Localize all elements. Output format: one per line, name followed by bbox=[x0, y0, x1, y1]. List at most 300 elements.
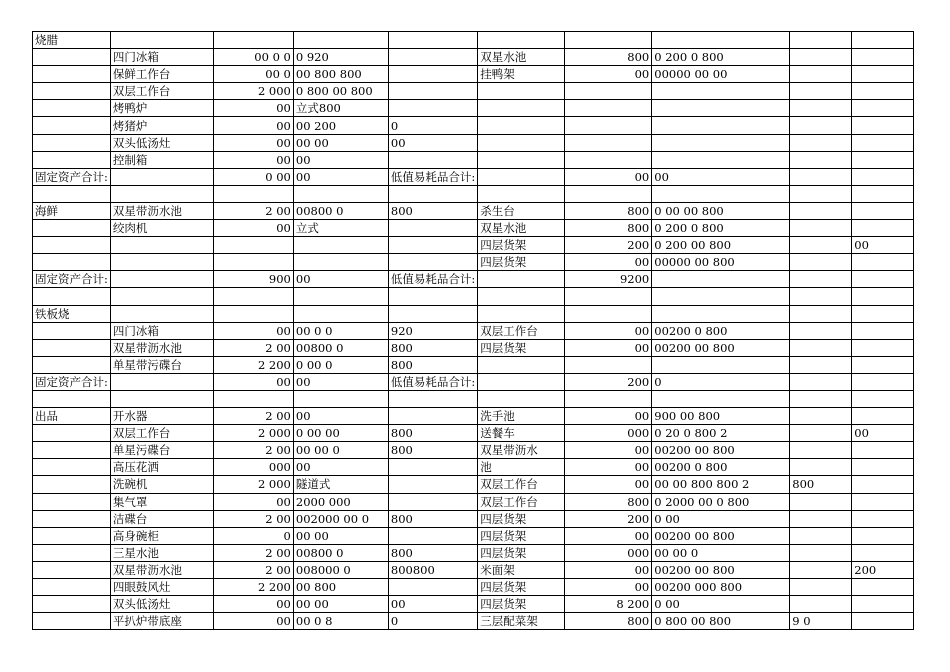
table-cell[interactable] bbox=[852, 66, 914, 83]
table-cell[interactable]: 池 bbox=[478, 459, 565, 476]
table-cell[interactable]: 800 bbox=[388, 425, 477, 442]
table-cell[interactable]: 00 bbox=[565, 527, 652, 544]
table-cell[interactable]: 双层工作台 bbox=[478, 493, 565, 510]
table-cell[interactable] bbox=[33, 339, 111, 356]
table-cell[interactable] bbox=[652, 390, 790, 407]
table-cell[interactable]: 米面架 bbox=[478, 561, 565, 578]
table-cell[interactable] bbox=[852, 100, 914, 117]
table-cell[interactable]: 洁碟台 bbox=[110, 510, 213, 527]
table-cell[interactable] bbox=[852, 544, 914, 561]
table-cell[interactable] bbox=[790, 425, 852, 442]
table-cell[interactable] bbox=[293, 237, 388, 254]
table-cell[interactable] bbox=[478, 32, 565, 49]
table-cell[interactable]: 2 00 bbox=[213, 561, 293, 578]
table-cell[interactable] bbox=[790, 237, 852, 254]
table-cell[interactable]: 2 00 bbox=[213, 510, 293, 527]
table-cell[interactable] bbox=[852, 476, 914, 493]
table-cell[interactable] bbox=[852, 134, 914, 151]
table-cell[interactable] bbox=[790, 49, 852, 66]
table-cell[interactable]: 0 20 0 800 2 bbox=[652, 425, 790, 442]
table-cell[interactable] bbox=[110, 288, 213, 305]
table-cell[interactable]: 9 0 bbox=[790, 613, 852, 630]
table-cell[interactable] bbox=[790, 254, 852, 271]
table-cell[interactable]: 00 bbox=[565, 476, 652, 493]
table-cell[interactable]: 烧腊 bbox=[33, 32, 111, 49]
table-cell[interactable]: 2 00 bbox=[213, 408, 293, 425]
table-cell[interactable]: 800800 bbox=[388, 561, 477, 578]
table-cell[interactable] bbox=[852, 305, 914, 322]
table-cell[interactable] bbox=[213, 237, 293, 254]
table-cell[interactable] bbox=[388, 254, 477, 271]
table-cell[interactable]: 0 00 bbox=[213, 168, 293, 185]
table-cell[interactable] bbox=[852, 117, 914, 134]
table-cell[interactable] bbox=[33, 66, 111, 83]
table-cell[interactable]: 00 0 bbox=[213, 66, 293, 83]
table-cell[interactable] bbox=[565, 151, 652, 168]
table-cell[interactable]: 双星带沥水池 bbox=[110, 339, 213, 356]
table-cell[interactable]: 0 200 00 800 bbox=[652, 237, 790, 254]
table-cell[interactable] bbox=[293, 254, 388, 271]
table-cell[interactable] bbox=[388, 476, 477, 493]
table-cell[interactable] bbox=[388, 305, 477, 322]
table-cell[interactable] bbox=[852, 185, 914, 202]
table-cell[interactable]: 四层货架 bbox=[478, 237, 565, 254]
table-cell[interactable]: 四眼鼓风灶 bbox=[110, 579, 213, 596]
table-cell[interactable]: 00 bbox=[388, 134, 477, 151]
table-cell[interactable] bbox=[852, 151, 914, 168]
table-cell[interactable]: 双星带沥水 bbox=[478, 442, 565, 459]
table-cell[interactable] bbox=[852, 596, 914, 613]
table-cell[interactable]: 洗碗机 bbox=[110, 476, 213, 493]
table-cell[interactable]: 2000 000 bbox=[293, 493, 388, 510]
table-cell[interactable] bbox=[110, 185, 213, 202]
table-cell[interactable]: 200 bbox=[565, 237, 652, 254]
table-cell[interactable] bbox=[652, 305, 790, 322]
table-cell[interactable]: 双层工作台 bbox=[478, 476, 565, 493]
table-cell[interactable] bbox=[852, 83, 914, 100]
table-cell[interactable]: 开水器 bbox=[110, 408, 213, 425]
table-cell[interactable] bbox=[33, 390, 111, 407]
table-cell[interactable] bbox=[213, 390, 293, 407]
table-cell[interactable]: 00 00 bbox=[293, 134, 388, 151]
table-cell[interactable]: 00 bbox=[565, 168, 652, 185]
table-cell[interactable] bbox=[478, 288, 565, 305]
table-cell[interactable] bbox=[110, 305, 213, 322]
table-cell[interactable] bbox=[33, 151, 111, 168]
table-cell[interactable] bbox=[388, 390, 477, 407]
table-cell[interactable]: 平扒炉带底座 bbox=[110, 613, 213, 630]
table-cell[interactable]: 海鲜 bbox=[33, 202, 111, 219]
table-cell[interactable] bbox=[293, 32, 388, 49]
table-cell[interactable] bbox=[790, 220, 852, 237]
table-cell[interactable]: 00 bbox=[565, 561, 652, 578]
table-cell[interactable] bbox=[852, 442, 914, 459]
table-cell[interactable]: 00 bbox=[565, 254, 652, 271]
table-cell[interactable]: 00 bbox=[852, 237, 914, 254]
table-cell[interactable]: 双星水池 bbox=[478, 220, 565, 237]
table-cell[interactable] bbox=[852, 390, 914, 407]
table-cell[interactable] bbox=[790, 510, 852, 527]
table-cell[interactable]: 0 800 00 800 bbox=[652, 613, 790, 630]
table-cell[interactable] bbox=[33, 134, 111, 151]
table-cell[interactable]: 0 00 bbox=[652, 596, 790, 613]
table-cell[interactable] bbox=[33, 117, 111, 134]
table-cell[interactable]: 800 bbox=[565, 49, 652, 66]
table-cell[interactable]: 绞肉机 bbox=[110, 220, 213, 237]
table-cell[interactable]: 2 000 bbox=[213, 476, 293, 493]
table-cell[interactable] bbox=[388, 49, 477, 66]
table-cell[interactable]: 0 2000 00 0 800 bbox=[652, 493, 790, 510]
table-cell[interactable]: 双星带沥水池 bbox=[110, 202, 213, 219]
table-cell[interactable] bbox=[790, 288, 852, 305]
table-cell[interactable] bbox=[33, 527, 111, 544]
table-cell[interactable] bbox=[852, 49, 914, 66]
table-cell[interactable] bbox=[110, 254, 213, 271]
table-cell[interactable]: 2 00 bbox=[213, 442, 293, 459]
table-cell[interactable] bbox=[110, 32, 213, 49]
table-cell[interactable] bbox=[478, 134, 565, 151]
table-cell[interactable]: 固定资产合计: bbox=[33, 271, 111, 288]
table-cell[interactable]: 000 bbox=[565, 544, 652, 561]
table-cell[interactable]: 双头低汤灶 bbox=[110, 134, 213, 151]
table-cell[interactable]: 00 bbox=[293, 271, 388, 288]
table-cell[interactable]: 00 bbox=[565, 66, 652, 83]
table-cell[interactable]: 双层工作台 bbox=[478, 322, 565, 339]
table-cell[interactable]: 00800 0 bbox=[293, 339, 388, 356]
table-cell[interactable]: 三层配菜架 bbox=[478, 613, 565, 630]
table-cell[interactable]: 00 bbox=[213, 373, 293, 390]
table-cell[interactable]: 800 bbox=[388, 339, 477, 356]
table-cell[interactable] bbox=[790, 271, 852, 288]
table-cell[interactable] bbox=[33, 579, 111, 596]
table-cell[interactable]: 00 bbox=[293, 373, 388, 390]
table-cell[interactable]: 四门冰箱 bbox=[110, 322, 213, 339]
table-cell[interactable] bbox=[388, 408, 477, 425]
table-cell[interactable]: 200 bbox=[565, 373, 652, 390]
table-cell[interactable] bbox=[790, 117, 852, 134]
table-cell[interactable]: 00 bbox=[565, 442, 652, 459]
table-cell[interactable]: 双星带沥水池 bbox=[110, 561, 213, 578]
table-cell[interactable] bbox=[790, 373, 852, 390]
table-cell[interactable]: 双星水池 bbox=[478, 49, 565, 66]
table-cell[interactable]: 800 bbox=[565, 493, 652, 510]
table-cell[interactable] bbox=[852, 579, 914, 596]
table-cell[interactable] bbox=[652, 185, 790, 202]
table-cell[interactable]: 800 bbox=[388, 510, 477, 527]
table-cell[interactable] bbox=[33, 425, 111, 442]
table-cell[interactable] bbox=[652, 83, 790, 100]
table-cell[interactable] bbox=[565, 32, 652, 49]
table-cell[interactable] bbox=[790, 185, 852, 202]
table-cell[interactable]: 固定资产合计: bbox=[33, 373, 111, 390]
table-cell[interactable]: 00200 00 800 bbox=[652, 561, 790, 578]
table-cell[interactable]: 920 bbox=[388, 322, 477, 339]
table-cell[interactable]: 烤鸭炉 bbox=[110, 100, 213, 117]
table-cell[interactable] bbox=[790, 322, 852, 339]
table-cell[interactable] bbox=[33, 254, 111, 271]
table-cell[interactable]: 0 bbox=[652, 373, 790, 390]
table-cell[interactable] bbox=[33, 288, 111, 305]
table-cell[interactable]: 集气罩 bbox=[110, 493, 213, 510]
table-cell[interactable] bbox=[790, 390, 852, 407]
table-cell[interactable] bbox=[790, 493, 852, 510]
table-cell[interactable]: 00 bbox=[565, 408, 652, 425]
table-cell[interactable] bbox=[110, 168, 213, 185]
table-cell[interactable] bbox=[790, 596, 852, 613]
table-cell[interactable]: 00200 0 800 bbox=[652, 322, 790, 339]
table-cell[interactable] bbox=[478, 305, 565, 322]
table-cell[interactable] bbox=[33, 49, 111, 66]
table-cell[interactable] bbox=[790, 561, 852, 578]
table-cell[interactable]: 送餐车 bbox=[478, 425, 565, 442]
table-cell[interactable]: 保鲜工作台 bbox=[110, 66, 213, 83]
table-cell[interactable]: 00200 0 800 bbox=[652, 459, 790, 476]
table-cell[interactable] bbox=[33, 237, 111, 254]
table-cell[interactable]: 00200 000 800 bbox=[652, 579, 790, 596]
table-cell[interactable] bbox=[478, 373, 565, 390]
table-cell[interactable] bbox=[388, 151, 477, 168]
table-cell[interactable] bbox=[478, 100, 565, 117]
table-cell[interactable] bbox=[565, 100, 652, 117]
table-cell[interactable]: 双头低汤灶 bbox=[110, 596, 213, 613]
table-cell[interactable]: 00 0 0 bbox=[293, 322, 388, 339]
table-cell[interactable]: 00 bbox=[852, 425, 914, 442]
table-cell[interactable]: 00 0 0 bbox=[213, 49, 293, 66]
table-cell[interactable] bbox=[110, 373, 213, 390]
table-cell[interactable] bbox=[790, 459, 852, 476]
table-cell[interactable]: 2 00 bbox=[213, 339, 293, 356]
table-cell[interactable] bbox=[852, 254, 914, 271]
table-cell[interactable]: 800 bbox=[388, 544, 477, 561]
table-cell[interactable] bbox=[852, 356, 914, 373]
table-cell[interactable] bbox=[293, 288, 388, 305]
table-cell[interactable] bbox=[565, 390, 652, 407]
table-cell[interactable] bbox=[213, 185, 293, 202]
table-cell[interactable]: 00 bbox=[213, 613, 293, 630]
table-cell[interactable] bbox=[565, 117, 652, 134]
table-cell[interactable]: 00 bbox=[213, 134, 293, 151]
table-cell[interactable] bbox=[565, 288, 652, 305]
table-cell[interactable]: 00 200 bbox=[293, 117, 388, 134]
table-cell[interactable] bbox=[33, 185, 111, 202]
table-cell[interactable]: 00 bbox=[213, 100, 293, 117]
table-cell[interactable]: 双层工作台 bbox=[110, 83, 213, 100]
table-cell[interactable]: 双层工作台 bbox=[110, 425, 213, 442]
table-cell[interactable] bbox=[478, 356, 565, 373]
table-cell[interactable]: 00800 0 bbox=[293, 544, 388, 561]
table-cell[interactable]: 00800 0 bbox=[293, 202, 388, 219]
table-cell[interactable]: 四层货架 bbox=[478, 596, 565, 613]
table-cell[interactable] bbox=[388, 83, 477, 100]
table-cell[interactable] bbox=[478, 390, 565, 407]
table-cell[interactable] bbox=[388, 493, 477, 510]
table-cell[interactable]: 00 bbox=[565, 339, 652, 356]
table-cell[interactable]: 烤猪炉 bbox=[110, 117, 213, 134]
table-cell[interactable] bbox=[293, 185, 388, 202]
table-cell[interactable] bbox=[33, 493, 111, 510]
table-cell[interactable] bbox=[852, 459, 914, 476]
table-cell[interactable] bbox=[852, 613, 914, 630]
table-cell[interactable]: 00 bbox=[213, 220, 293, 237]
table-cell[interactable] bbox=[852, 220, 914, 237]
table-cell[interactable] bbox=[790, 202, 852, 219]
table-cell[interactable] bbox=[33, 561, 111, 578]
table-cell[interactable]: 2 000 bbox=[213, 83, 293, 100]
table-cell[interactable]: 三星水池 bbox=[110, 544, 213, 561]
table-cell[interactable] bbox=[652, 151, 790, 168]
table-cell[interactable]: 挂鸭架 bbox=[478, 66, 565, 83]
table-cell[interactable]: 2 200 bbox=[213, 579, 293, 596]
table-cell[interactable] bbox=[293, 390, 388, 407]
table-cell[interactable]: 00 bbox=[652, 168, 790, 185]
table-cell[interactable]: 00 bbox=[293, 151, 388, 168]
table-cell[interactable]: 00 bbox=[293, 459, 388, 476]
table-cell[interactable] bbox=[388, 66, 477, 83]
table-cell[interactable]: 出品 bbox=[33, 408, 111, 425]
table-cell[interactable] bbox=[652, 134, 790, 151]
table-cell[interactable]: 低值易耗品合计: bbox=[388, 373, 477, 390]
table-cell[interactable]: 杀生台 bbox=[478, 202, 565, 219]
table-cell[interactable] bbox=[852, 339, 914, 356]
table-cell[interactable] bbox=[565, 185, 652, 202]
table-cell[interactable] bbox=[478, 83, 565, 100]
table-cell[interactable] bbox=[852, 510, 914, 527]
table-cell[interactable] bbox=[565, 305, 652, 322]
table-cell[interactable] bbox=[790, 408, 852, 425]
table-cell[interactable] bbox=[652, 100, 790, 117]
table-cell[interactable]: 洗手池 bbox=[478, 408, 565, 425]
table-cell[interactable] bbox=[293, 305, 388, 322]
table-cell[interactable]: 立式 bbox=[293, 220, 388, 237]
table-cell[interactable]: 0 00 0 bbox=[293, 356, 388, 373]
table-cell[interactable]: 立式800 bbox=[293, 100, 388, 117]
table-cell[interactable]: 0 bbox=[388, 117, 477, 134]
table-cell[interactable] bbox=[33, 613, 111, 630]
table-cell[interactable] bbox=[852, 202, 914, 219]
table-cell[interactable]: 00 00 800 800 2 bbox=[652, 476, 790, 493]
table-cell[interactable]: 800 bbox=[565, 220, 652, 237]
table-cell[interactable]: 0 200 0 800 bbox=[652, 220, 790, 237]
table-cell[interactable] bbox=[213, 32, 293, 49]
table-cell[interactable] bbox=[33, 220, 111, 237]
table-cell[interactable] bbox=[852, 32, 914, 49]
table-cell[interactable] bbox=[478, 117, 565, 134]
table-cell[interactable]: 00 bbox=[388, 596, 477, 613]
table-cell[interactable]: 8 200 bbox=[565, 596, 652, 613]
table-cell[interactable]: 0 00 bbox=[652, 510, 790, 527]
table-cell[interactable] bbox=[388, 220, 477, 237]
table-cell[interactable]: 0 920 bbox=[293, 49, 388, 66]
table-cell[interactable]: 高压花洒 bbox=[110, 459, 213, 476]
table-cell[interactable] bbox=[478, 185, 565, 202]
table-cell[interactable] bbox=[478, 271, 565, 288]
table-cell[interactable]: 200 bbox=[852, 561, 914, 578]
table-cell[interactable]: 00200 00 800 bbox=[652, 442, 790, 459]
table-cell[interactable] bbox=[388, 579, 477, 596]
table-cell[interactable]: 0 bbox=[213, 527, 293, 544]
table-cell[interactable]: 00 bbox=[213, 493, 293, 510]
table-cell[interactable] bbox=[110, 271, 213, 288]
table-cell[interactable]: 四层货架 bbox=[478, 254, 565, 271]
table-cell[interactable] bbox=[213, 254, 293, 271]
table-cell[interactable] bbox=[388, 185, 477, 202]
table-cell[interactable] bbox=[33, 544, 111, 561]
table-cell[interactable]: 900 00 800 bbox=[652, 408, 790, 425]
table-cell[interactable] bbox=[33, 510, 111, 527]
table-cell[interactable]: 800 bbox=[388, 442, 477, 459]
table-cell[interactable] bbox=[790, 544, 852, 561]
table-cell[interactable]: 0 00 00 bbox=[293, 425, 388, 442]
table-cell[interactable]: 铁板烧 bbox=[33, 305, 111, 322]
table-cell[interactable]: 2 00 bbox=[213, 202, 293, 219]
table-cell[interactable]: 00 00 0 bbox=[652, 544, 790, 561]
table-cell[interactable]: 000 bbox=[565, 425, 652, 442]
table-cell[interactable] bbox=[388, 32, 477, 49]
table-cell[interactable]: 00 800 bbox=[293, 579, 388, 596]
table-cell[interactable]: 00 bbox=[293, 408, 388, 425]
table-cell[interactable] bbox=[852, 288, 914, 305]
table-cell[interactable] bbox=[388, 100, 477, 117]
table-cell[interactable]: 2 00 bbox=[213, 544, 293, 561]
table-cell[interactable] bbox=[33, 322, 111, 339]
table-cell[interactable] bbox=[478, 168, 565, 185]
table-cell[interactable] bbox=[652, 271, 790, 288]
table-cell[interactable] bbox=[790, 168, 852, 185]
table-cell[interactable]: 002000 00 0 bbox=[293, 510, 388, 527]
table-cell[interactable] bbox=[790, 305, 852, 322]
table-cell[interactable]: 低值易耗品合计: bbox=[388, 168, 477, 185]
table-cell[interactable] bbox=[388, 459, 477, 476]
table-cell[interactable] bbox=[652, 288, 790, 305]
table-cell[interactable]: 00 00 0 bbox=[293, 442, 388, 459]
table-cell[interactable] bbox=[790, 32, 852, 49]
table-cell[interactable]: 0 800 00 800 bbox=[293, 83, 388, 100]
table-cell[interactable] bbox=[33, 596, 111, 613]
table-cell[interactable]: 00 0 8 bbox=[293, 613, 388, 630]
table-cell[interactable]: 00 bbox=[213, 151, 293, 168]
table-cell[interactable]: 四层货架 bbox=[478, 510, 565, 527]
table-cell[interactable] bbox=[790, 151, 852, 168]
table-cell[interactable] bbox=[33, 356, 111, 373]
table-cell[interactable]: 四层货架 bbox=[478, 579, 565, 596]
table-cell[interactable]: 800 bbox=[388, 202, 477, 219]
table-cell[interactable]: 800 bbox=[790, 476, 852, 493]
table-cell[interactable]: 00 00 bbox=[293, 527, 388, 544]
table-cell[interactable] bbox=[852, 322, 914, 339]
table-cell[interactable] bbox=[790, 134, 852, 151]
table-cell[interactable] bbox=[33, 476, 111, 493]
table-cell[interactable]: 800 bbox=[565, 202, 652, 219]
table-cell[interactable]: 单星带污碟台 bbox=[110, 356, 213, 373]
table-cell[interactable]: 00 bbox=[565, 459, 652, 476]
table-cell[interactable] bbox=[852, 271, 914, 288]
table-cell[interactable]: 四层货架 bbox=[478, 339, 565, 356]
table-cell[interactable] bbox=[790, 527, 852, 544]
table-cell[interactable]: 00 bbox=[213, 117, 293, 134]
table-cell[interactable] bbox=[790, 83, 852, 100]
table-cell[interactable]: 00 00 bbox=[293, 596, 388, 613]
table-cell[interactable]: 00 bbox=[213, 596, 293, 613]
table-cell[interactable]: 00 bbox=[213, 322, 293, 339]
table-cell[interactable]: 2 000 bbox=[213, 425, 293, 442]
table-cell[interactable]: 9200 bbox=[565, 271, 652, 288]
table-cell[interactable] bbox=[33, 442, 111, 459]
table-cell[interactable]: 0 200 0 800 bbox=[652, 49, 790, 66]
table-cell[interactable]: 900 bbox=[213, 271, 293, 288]
table-cell[interactable] bbox=[33, 83, 111, 100]
table-cell[interactable] bbox=[213, 288, 293, 305]
table-cell[interactable] bbox=[478, 151, 565, 168]
